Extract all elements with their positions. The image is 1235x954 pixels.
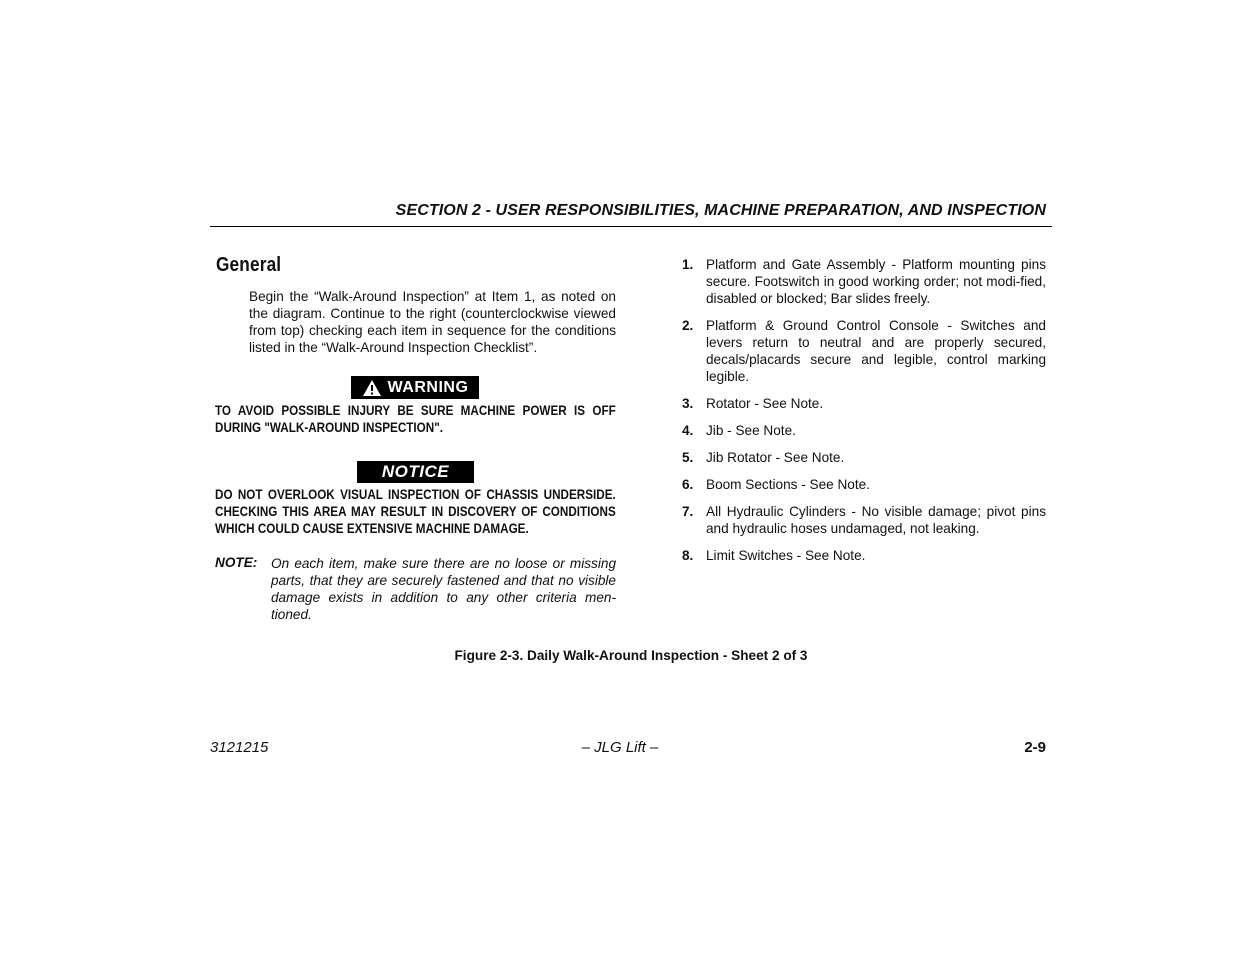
item-number: 6.	[682, 477, 694, 492]
item-text: Jib - See Note.	[706, 423, 796, 438]
section-header: SECTION 2 - USER RESPONSIBILITIES, MACHINE PREPARATION, AND INSPECTION	[395, 202, 1046, 219]
warning-triangle-icon	[362, 379, 382, 397]
item-text: Jib Rotator - See Note.	[706, 450, 845, 465]
general-heading: General	[216, 254, 282, 276]
footer-page-number: 2-9	[1024, 739, 1046, 756]
intro-paragraph: Begin the “Walk-Around Inspection” at Item 1, as noted on the diagram. Continue to the right (counterclockwise viewed from top) checking each item in sequence for the conditions listed in the “Walk-Around Inspection Checklist”.	[249, 289, 616, 355]
notice-badge: NOTICE	[357, 461, 474, 483]
list-item	[682, 395, 1046, 412]
item-text: All Hydraulic Cylinders - No visible damage; pivot pins and hydraulic hoses undamaged, not leaking.	[706, 504, 1046, 536]
item-number: 1.	[682, 257, 694, 272]
figure-caption: Figure 2-3. Daily Walk-Around Inspection - Sheet 2 of 3	[454, 648, 808, 663]
item-number: 5.	[682, 450, 694, 465]
list-item	[682, 422, 1046, 439]
item-text: Limit Switches - See Note.	[706, 548, 866, 563]
item-text: Boom Sections - See Note.	[706, 477, 870, 492]
item-number: 4.	[682, 423, 694, 438]
list-item	[682, 256, 1046, 307]
item-number: 8.	[682, 548, 694, 563]
footer-brand: – JLG Lift –	[581, 739, 659, 756]
item-number: 3.	[682, 396, 694, 411]
list-item	[682, 547, 1046, 564]
item-text: Platform & Ground Control Console - Switches and levers return to neutral and are properly secured, decals/placards secure and legible, control marking legible.	[706, 318, 1046, 384]
note-label: NOTE:	[215, 555, 258, 570]
item-text: Rotator - See Note.	[706, 396, 824, 411]
note-text: On each item, make sure there are no loose or missing parts, that they are securely fastened and that no visible damage exists in addition to any other criteria men-tioned.	[271, 556, 616, 622]
list-item	[682, 476, 1046, 493]
inspection-checklist	[682, 256, 1046, 574]
list-item	[682, 317, 1046, 385]
warning-badge	[351, 376, 479, 399]
header-rule	[210, 226, 1052, 227]
item-text: Platform and Gate Assembly - Platform mounting pins secure. Footswitch in good working order; not modi-fied, disabled or blocked; Bar slides freely.	[706, 257, 1046, 306]
footer-doc-number: 3121215	[210, 739, 269, 756]
warning-label: WARNING	[387, 378, 469, 396]
list-item	[682, 503, 1046, 537]
notice-text: DO NOT OVERLOOK VISUAL INSPECTION OF CHASSIS UNDERSIDE. CHECKING THIS AREA MAY RESULT IN DISCOVERY OF CONDITIONS WHICH COULD CAUSE EXTENSIVE MACHINE DAMAGE.	[215, 487, 616, 536]
list-item	[682, 449, 1046, 466]
item-number: 2.	[682, 318, 694, 333]
item-number: 7.	[682, 504, 694, 519]
warning-text: TO AVOID POSSIBLE INJURY BE SURE MACHINE POWER IS OFF DURING "WALK-AROUND INSPECTION".	[215, 403, 616, 435]
